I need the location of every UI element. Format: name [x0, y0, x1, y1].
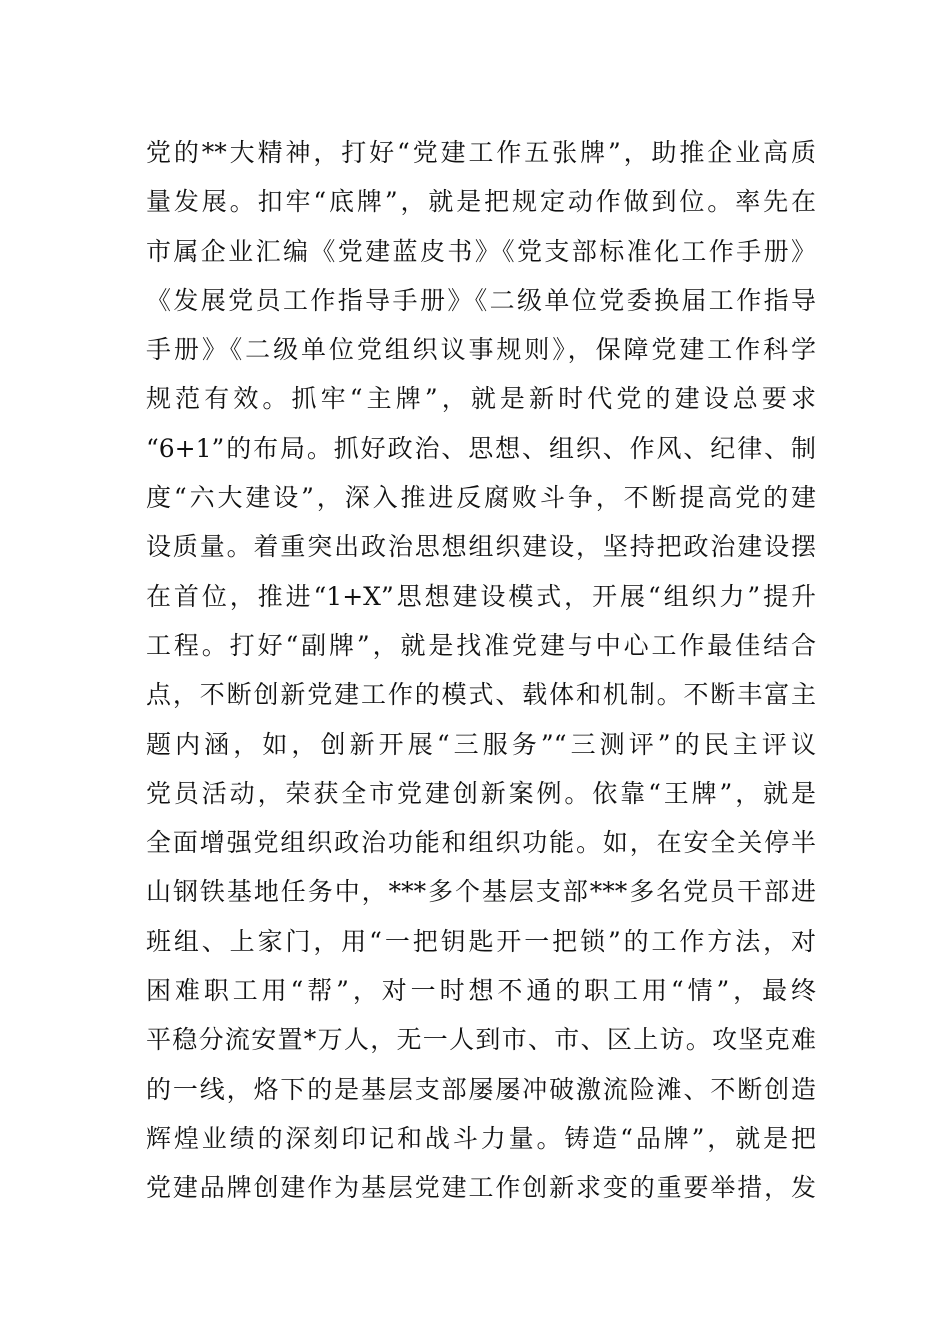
text-line: 量发展。扣牢“底牌”，就是把规定动作做到位。率先在 [146, 187, 816, 217]
text-line: 市属企业汇编《党建蓝皮书》《党支部标准化工作手册》 [146, 236, 816, 266]
text-line: 困难职工用“帮”，对一时想不通的职工用“情”，最终 [146, 976, 816, 1006]
text-line: 度“六大建设”，深入推进反腐败斗争，不断提高党的建 [146, 483, 816, 513]
text-line: 班组、上家门，用“一把钥匙开一把锁”的工作方法，对 [146, 926, 816, 956]
text-line: 辉煌业绩的深刻印记和战斗力量。铸造“品牌”，就是把 [146, 1123, 816, 1153]
text-line: 设质量。着重突出政治思想组织建设，坚持把政治建设摆 [146, 532, 816, 562]
text-line: 手册》《二级单位党组织议事规则》，保障党建工作科学 [146, 335, 816, 365]
text-line: 题内涵，如，创新开展“三服务”“三测评”的民主评议 [146, 729, 816, 759]
text-line: 党建品牌创建作为基层党建工作创新求变的重要举措，发 [146, 1173, 816, 1203]
text-line: 规范有效。抓牢“主牌”，就是新时代党的建设总要求 [146, 384, 816, 414]
text-line: 党员活动，荣获全市党建创新案例。依靠“王牌”，就是 [146, 778, 816, 808]
text-line: “6+1”的布局。抓好政治、思想、组织、作风、纪律、制 [146, 433, 816, 463]
text-line: 在首位，推进“1+X”思想建设模式，开展“组织力”提升 [146, 581, 816, 611]
body-paragraph [146, 128, 816, 1213]
text-line: 党的**大精神，打好“党建工作五张牌”，助推企业高质 [146, 138, 816, 167]
text-line: 点，不断创新党建工作的模式、载体和机制。不断丰富主 [146, 680, 816, 710]
text-line: 《发展党员工作指导手册》《二级单位党委换届工作指导 [146, 285, 816, 315]
text-line: 平稳分流安置*万人，无一人到市、市、区上访。攻坚克难 [146, 1025, 816, 1055]
text-line: 的一线，烙下的是基层支部屡屡冲破激流险滩、不断创造 [146, 1074, 816, 1104]
text-line: 全面增强党组织政治功能和组织功能。如，在安全关停半 [146, 828, 816, 858]
text-line: 山钢铁基地任务中，***多个基层支部***多名党员干部进 [146, 877, 816, 907]
text-line: 工程。打好“副牌”，就是找准党建与中心工作最佳结合 [146, 630, 816, 660]
